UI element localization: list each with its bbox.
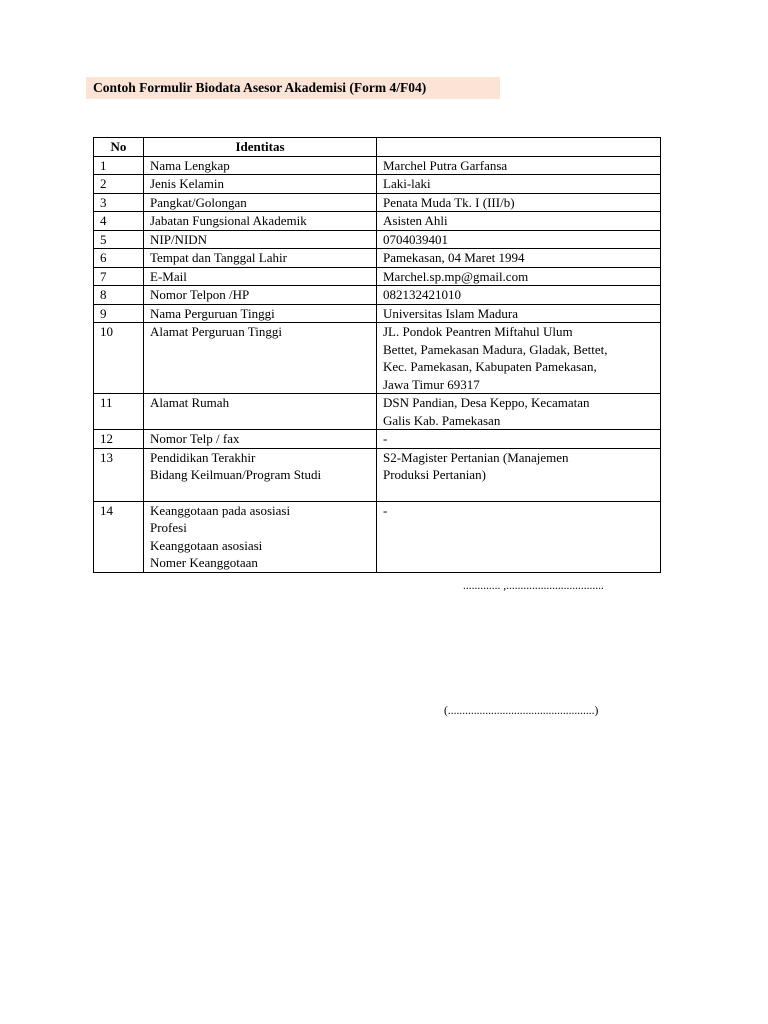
value-line: 082132421010: [383, 287, 461, 302]
value-line: Asisten Ahli: [383, 213, 448, 228]
table-row: [94, 193, 661, 212]
table-row: [94, 394, 661, 430]
email-value: Marchel.sp.mp@gmail.com: [383, 268, 529, 284]
row-number: 11: [94, 394, 144, 430]
row-value: [377, 448, 661, 501]
row-value: [377, 304, 661, 323]
row-value: [377, 249, 661, 268]
biodata-table: [93, 137, 661, 573]
value-line: Kec. Pamekasan, Kabupaten Pamekasan,: [383, 359, 597, 374]
row-number: 6: [94, 249, 144, 268]
row-value: [377, 430, 661, 449]
row-label: [144, 212, 377, 231]
row-label: [144, 501, 377, 572]
row-value: [377, 156, 661, 175]
row-label: [144, 430, 377, 449]
label-line: Nomor Telp / fax: [150, 431, 240, 446]
row-number: 13: [94, 448, 144, 501]
row-label: [144, 175, 377, 194]
row-number: 10: [94, 323, 144, 394]
value-line: Bettet, Pamekasan Madura, Gladak, Bettet,: [383, 341, 608, 357]
table-row: [94, 501, 661, 572]
signature-name-placeholder: (...................................................): [444, 705, 599, 717]
row-value: [377, 394, 661, 430]
row-value: [377, 501, 661, 572]
row-label: [144, 394, 377, 430]
row-number: 14: [94, 501, 144, 572]
row-value: [377, 230, 661, 249]
row-value: [377, 286, 661, 305]
signature-place-date: ............. ,..................................: [463, 580, 604, 592]
table-row: [94, 286, 661, 305]
value-line: Jawa Timur 69317: [383, 376, 480, 392]
row-label: [144, 249, 377, 268]
value-line: DSN Pandian, Desa Keppo, Kecamatan: [383, 395, 590, 410]
row-value: [377, 323, 661, 394]
row-number: 7: [94, 267, 144, 286]
label-line: Keanggotaan asosiasi: [150, 537, 263, 553]
row-number: 9: [94, 304, 144, 323]
value-line: Laki-laki: [383, 176, 431, 191]
value-line: S2-Magister Pertanian (Manajemen: [383, 449, 569, 465]
value-line: Galis Kab. Pamekasan: [383, 412, 501, 428]
value-line: Universitas Islam Madura: [383, 305, 519, 321]
value-line: Marchel Putra Garfansa: [383, 157, 508, 173]
label-line: Alamat Rumah: [150, 395, 230, 410]
value-line: Produksi Pertanian): [383, 467, 486, 482]
row-number: 5: [94, 230, 144, 249]
row-label: [144, 193, 377, 212]
table-row: [94, 430, 661, 449]
value-line: -: [383, 502, 388, 518]
row-label: [144, 323, 377, 394]
row-label: [144, 267, 377, 286]
table-row: [94, 212, 661, 231]
label-line: Bidang Keilmuan/Program Studi: [150, 467, 322, 482]
table-row: [94, 230, 661, 249]
value-line: Pamekasan, 04 Maret 1994: [383, 250, 525, 265]
label-line: Pangkat/Golongan: [150, 194, 247, 210]
label-line: Tempat dan Tanggal Lahir: [150, 250, 287, 265]
row-number: 4: [94, 212, 144, 231]
table-header-row: [94, 138, 661, 157]
value-line: Penata Muda Tk. I (III/b): [383, 194, 515, 210]
label-line: Nomor Telpon /HP: [150, 287, 250, 302]
table-row: [94, 267, 661, 286]
row-label: [144, 156, 377, 175]
form-title: Contoh Formulir Biodata Asesor Akademisi (Form 4/F04): [86, 77, 500, 99]
row-number: 12: [94, 430, 144, 449]
label-line: Profesi: [150, 520, 187, 535]
table-row: [94, 175, 661, 194]
label-line: Jenis Kelamin: [150, 176, 225, 191]
label-line: Keanggotaan pada asosiasi: [150, 502, 291, 518]
header-identitas: Identitas: [144, 138, 377, 157]
value-line: 0704039401: [383, 231, 448, 247]
label-line: Alamat Perguruan Tinggi: [150, 324, 282, 339]
label-line: Nomer Keanggotaan: [150, 555, 258, 570]
label-line: E-Mail: [150, 268, 187, 284]
label-line: Jabatan Fungsional Akademik: [150, 213, 307, 228]
row-number: 1: [94, 156, 144, 175]
table-row: [94, 448, 661, 501]
row-value: [377, 193, 661, 212]
row-number: 2: [94, 175, 144, 194]
header-value: [377, 138, 661, 157]
label-line: Pendidikan Terakhir: [150, 449, 256, 465]
label-line: NIP/NIDN: [150, 231, 208, 247]
row-label: [144, 286, 377, 305]
label-line: Nama Perguruan Tinggi: [150, 305, 275, 321]
value-line: JL. Pondok Peantren Miftahul Ulum: [383, 324, 573, 339]
row-value: [377, 212, 661, 231]
table-row: [94, 323, 661, 394]
row-number: 3: [94, 193, 144, 212]
table-row: [94, 249, 661, 268]
label-line: Nama Lengkap: [150, 157, 230, 173]
value-line: -: [383, 431, 388, 446]
table-row: [94, 304, 661, 323]
header-no: No: [94, 138, 144, 157]
row-label: [144, 230, 377, 249]
row-value: [377, 267, 661, 286]
row-label: [144, 304, 377, 323]
table-row: [94, 156, 661, 175]
row-label: [144, 448, 377, 501]
row-value: [377, 175, 661, 194]
row-number: 8: [94, 286, 144, 305]
